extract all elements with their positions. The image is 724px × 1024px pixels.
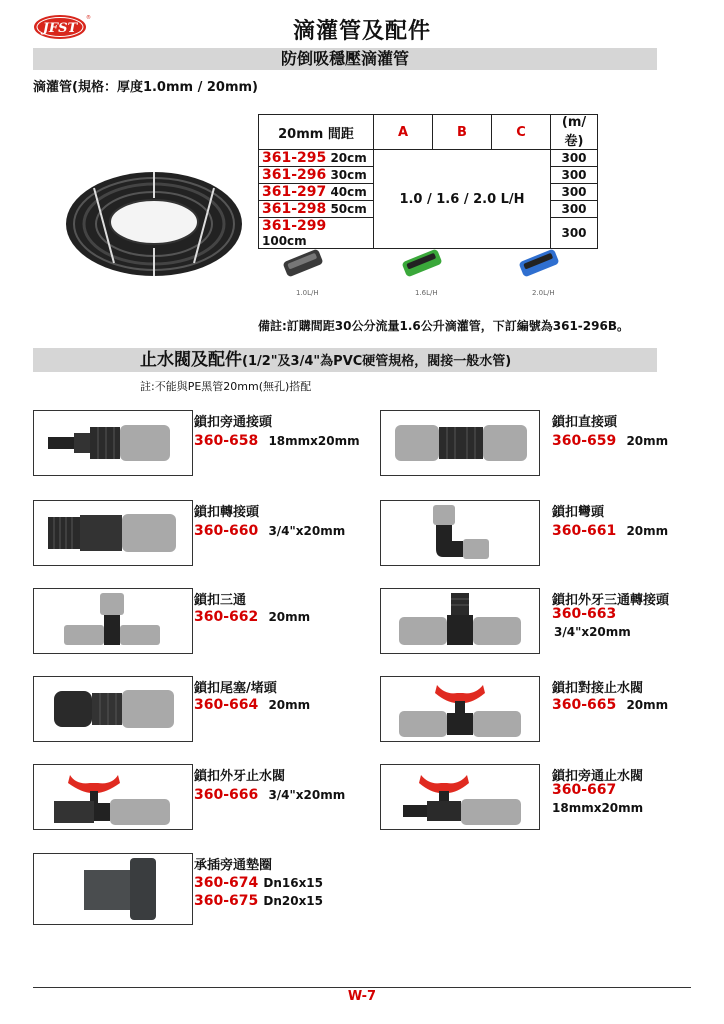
product-image-thread-tee [380,588,540,654]
product-name: 鎖扣彎頭 [552,505,605,520]
product-code-line [552,520,668,539]
product-code: 360-674 [194,875,259,891]
product-code: 360-662 [194,609,259,625]
section-title: 止水閥及配件 [140,350,242,370]
product-name: 鎖扣對接止水閥 [552,681,644,696]
product-code-line [552,430,668,449]
row-code: 361-298 [262,201,327,217]
page-number: W-7 [347,989,377,1004]
product-code: 360-661 [552,523,617,539]
product-size: 3/4"x20mm [554,625,631,639]
logo-text: JFST [42,21,78,36]
product-code-line [194,520,345,539]
product-code: 360-660 [194,523,259,539]
emitter-label: 2.0L/H [532,289,555,297]
table-row [259,150,598,167]
product-name: 鎖扣三通 [194,593,247,608]
row-spacing: 40cm [330,185,367,199]
thread-tee-icon [381,589,539,653]
barb-adapter-icon [34,411,192,475]
thread-adapter-icon [34,501,192,565]
emitter-icon [278,246,328,280]
product-image-barb-adapter [33,410,193,476]
flow-rates: 1.0 / 1.6 / 2.0 L/H [374,150,551,249]
product-code: 360-663 [552,606,617,622]
product-code: 360-664 [194,697,259,713]
table-header-b: B [433,115,492,150]
emitter-label: 1.6L/H [415,289,438,297]
row-qty: 300 [551,184,598,201]
elbow-icon [381,501,539,565]
drip-tube-spec: 滴灌管(規格：厚度1.0mm / 20mm) [33,80,258,95]
product-size: 20mm [626,698,669,712]
product-size: 20mm [626,434,669,448]
row-code: 361-295 [262,150,327,166]
tee-icon [34,589,192,653]
product-name: 鎖扣旁通接頭 [194,415,273,430]
product-image-thread-valve [33,764,193,830]
logo-registered-mark: ® [86,15,91,21]
product-image-elbow [380,500,540,566]
table-header-unit: (m/卷) [551,115,598,150]
row-spacing: 30cm [330,168,367,182]
row-code: 361-297 [262,184,327,200]
row-qty: 300 [551,218,598,249]
product-image-barb-valve [380,764,540,830]
footer-rule [33,987,691,988]
product-code: 360-659 [552,433,617,449]
product-size: Dn16x15 [263,876,324,890]
row-spacing: 100cm [262,234,307,248]
product-code-line [194,694,310,713]
product-size: Dn20x15 [263,894,324,908]
product-code: 360-667 [552,782,617,798]
product-name: 鎖扣外牙三通轉接頭 [552,593,670,608]
emitter-icon [397,246,447,280]
product-size: 20mm [626,524,669,538]
drip-tube-table [258,114,598,249]
product-name: 鎖扣直接頭 [552,415,618,430]
product-image-thread-adapter [33,500,193,566]
product-code-line [194,430,360,449]
row-qty: 300 [551,201,598,218]
row-spacing: 50cm [330,202,367,216]
product-name: 鎖扣轉接頭 [194,505,260,520]
drip-tube-coil-image [64,168,244,280]
section-title-valves [140,349,511,373]
compatibility-note: 註:不能與PE黑管20mm(無孔)搭配 [140,380,312,393]
product-image-straight-coupler [380,410,540,476]
product-code-line [194,784,345,803]
barb-valve-icon [381,765,539,829]
row-qty: 300 [551,150,598,167]
table-header-spacing: 20mm 間距 [259,115,374,150]
page-title: 滴灌管及配件 [292,19,431,44]
product-name: 鎖扣尾塞/堵頭 [194,681,277,696]
product-code: 360-658 [194,433,259,449]
product-code-line [194,606,310,625]
product-size: 3/4"x20mm [268,788,346,802]
row-qty: 300 [551,167,598,184]
row-code: 361-299 [262,218,327,234]
table-header-a: A [374,115,433,150]
product-size: 20mm [268,610,311,624]
product-code-line [194,872,323,891]
straight-coupler-icon [381,411,539,475]
product-size: 20mm [268,698,311,712]
product-size: 18mmx20mm [552,801,644,815]
table-header-c: C [492,115,551,150]
product-name: 鎖扣外牙止水閥 [194,769,286,784]
product-code-line [194,890,323,909]
product-code-line [552,694,668,713]
section-bar-drip-tube: 防倒吸穩壓滴灌管 [33,48,657,70]
product-image-tee [33,588,193,654]
product-size: 18mmx20mm [268,434,360,448]
emitter-label: 1.0L/H [296,289,319,297]
product-image-end-plug [33,676,193,742]
section-title-extra: (1/2"及3/4"為PVC硬管規格，閥接一般水管) [242,354,512,369]
product-code: 360-675 [194,893,259,909]
product-image-valve [380,676,540,742]
grommet-icon [34,854,192,924]
row-spacing: 20cm [330,151,367,165]
product-name: 鎖扣旁通止水閥 [552,769,644,784]
emitter-icon [514,246,564,280]
product-code: 360-665 [552,697,617,713]
product-image-grommet [33,853,193,925]
end-plug-icon [34,677,192,741]
order-note: 備註:訂購間距30公分流量1.6公升滴灌管，下訂編號為361-296B。 [258,319,629,333]
valve-icon [381,677,539,741]
product-name: 承插旁通墊圈 [194,858,273,873]
product-size: 3/4"x20mm [268,524,346,538]
thread-valve-icon [34,765,192,829]
product-code: 360-666 [194,787,259,803]
row-code: 361-296 [262,167,327,183]
